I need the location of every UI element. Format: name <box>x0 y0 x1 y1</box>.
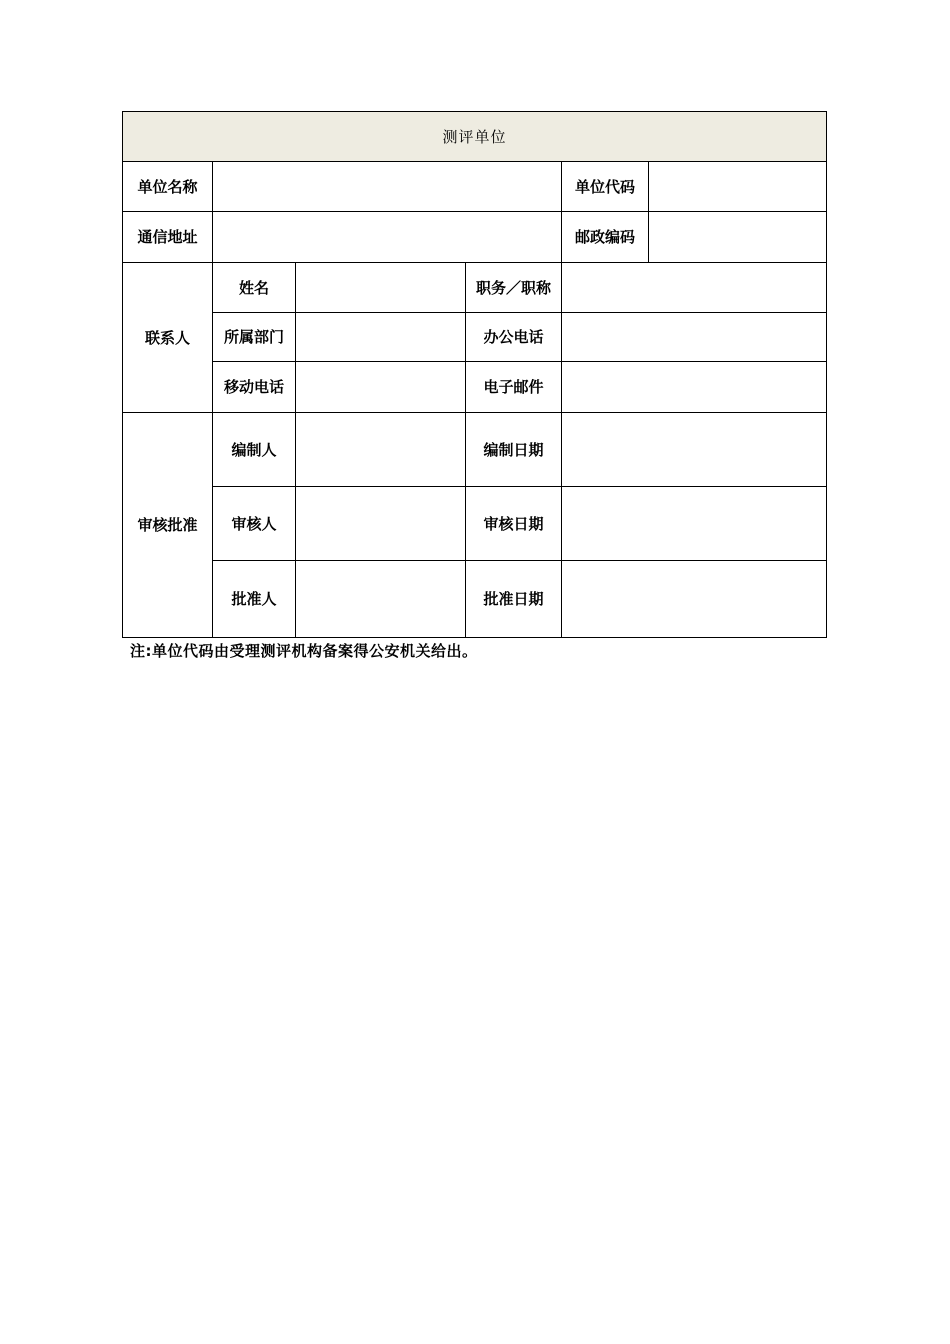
address-field[interactable] <box>213 212 562 263</box>
contact-name-label: 姓名 <box>213 263 296 313</box>
approve-date-field[interactable] <box>562 561 827 638</box>
office-phone-label: 办公电话 <box>466 313 562 362</box>
address-label: 通信地址 <box>123 212 213 263</box>
unit-code-label: 单位代码 <box>562 162 649 212</box>
mobile-label: 移动电话 <box>213 362 296 413</box>
author-field[interactable] <box>296 413 466 487</box>
email-field[interactable] <box>562 362 827 413</box>
approver-label: 批准人 <box>213 561 296 638</box>
unit-name-field[interactable] <box>213 162 562 212</box>
approve-date-label: 批准日期 <box>466 561 562 638</box>
unit-name-label: 单位名称 <box>123 162 213 212</box>
reviewer-label: 审核人 <box>213 487 296 561</box>
author-label: 编制人 <box>213 413 296 487</box>
department-field[interactable] <box>296 313 466 362</box>
approver-field[interactable] <box>296 561 466 638</box>
contact-title-field[interactable] <box>562 263 827 313</box>
mobile-field[interactable] <box>296 362 466 413</box>
postal-code-field[interactable] <box>649 212 827 263</box>
email-label: 电子邮件 <box>466 362 562 413</box>
office-phone-field[interactable] <box>562 313 827 362</box>
department-label: 所属部门 <box>213 313 296 362</box>
author-date-field[interactable] <box>562 413 827 487</box>
footnote: 注:单位代码由受理测评机构备案得公安机关给出。 <box>130 642 478 660</box>
approval-group-label: 审核批准 <box>123 413 213 638</box>
review-date-label: 审核日期 <box>466 487 562 561</box>
contact-name-field[interactable] <box>296 263 466 313</box>
contact-title-label: 职务／职称 <box>466 263 562 313</box>
form-header: 测评单位 <box>123 112 827 162</box>
review-date-field[interactable] <box>562 487 827 561</box>
unit-code-field[interactable] <box>649 162 827 212</box>
postal-code-label: 邮政编码 <box>562 212 649 263</box>
contact-group-label: 联系人 <box>123 263 213 413</box>
evaluation-unit-form <box>122 111 827 638</box>
reviewer-field[interactable] <box>296 487 466 561</box>
author-date-label: 编制日期 <box>466 413 562 487</box>
